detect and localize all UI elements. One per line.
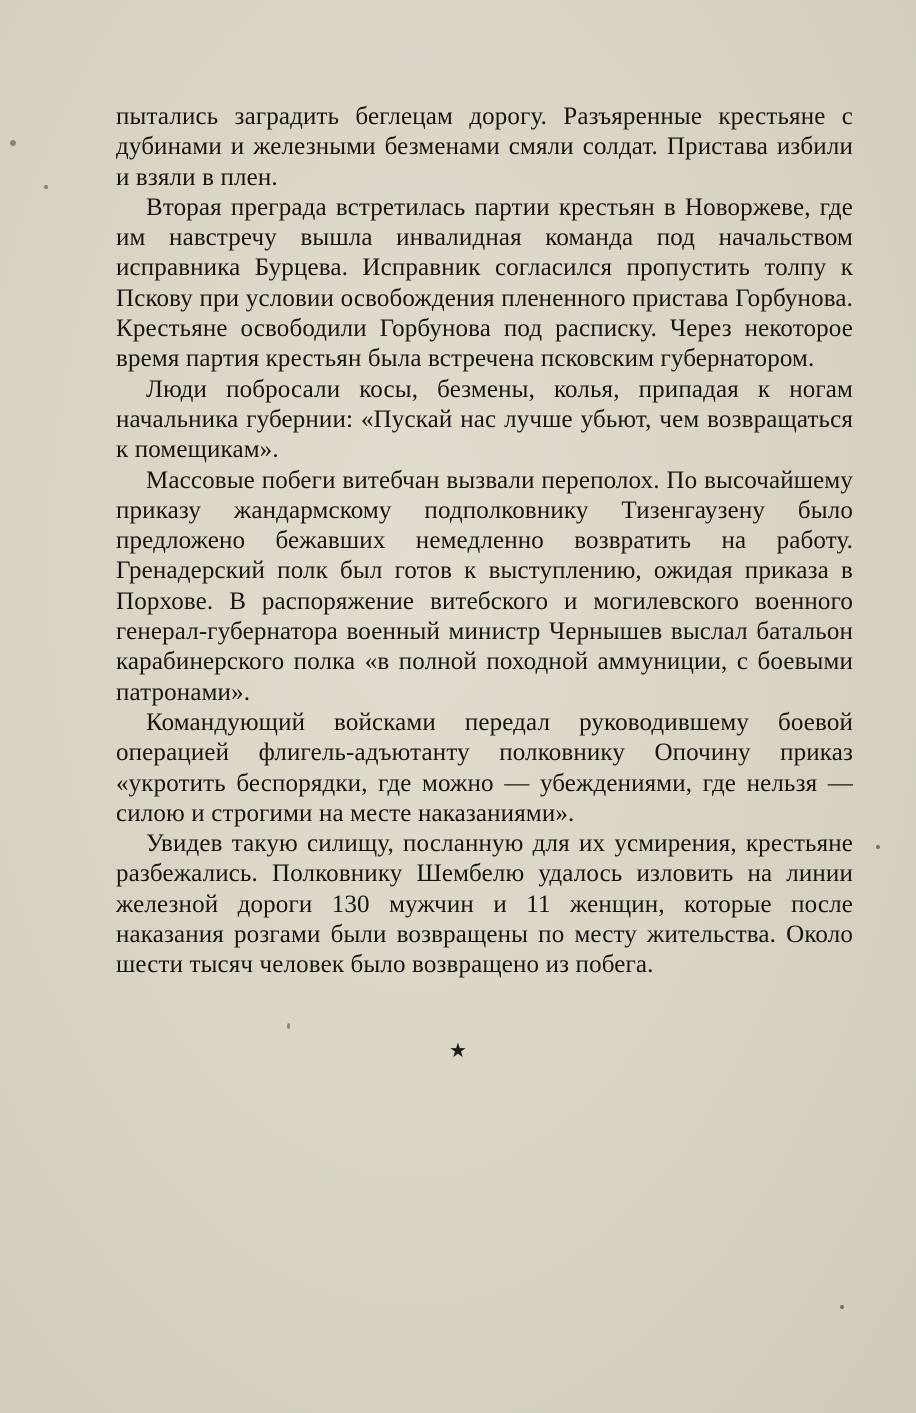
speck-right-1: [876, 845, 880, 849]
paragraph-1: пытались заградить беглецам дорогу. Разъяренные крестьяне с дубинами и железными безменами смяли солдат. Пристава избили и взяли в плен.: [116, 103, 853, 191]
speck-right-2: [840, 1305, 844, 1309]
paragraph-2: Вторая преграда встретилась партии крестьян в Новоржеве, где им навстречу вышла инвалидная команда под начальством исправника Бурцева. Исправник согласился пропустить толпу к Пскову при условии освобождения плененного пристава Горбунова. Крестьяне освободили Горбунова под расписку. Через некоторое время партия крестьян была встречена псковским губернатором.: [116, 193, 853, 373]
speck-mid: [287, 1023, 290, 1029]
paragraph-5: Командующий войсками передал руководившему боевой операцией флигель-адъютанту полковнику Опочину приказ «укротить беспорядки, где можно — убеждениями, где нельзя — силою и строгими на месте наказаниями».: [116, 708, 853, 827]
speck-left-1: [10, 140, 16, 146]
paragraph-6: Увидев такую силищу, посланную для их усмирения, крестьяне разбежались. Полковнику Шембелю удалось изловить на линии железной дороги 130 мужчин и 11 женщин, которые после наказания розгами были возвращены по месту жительства. Около шести тысяч человек было возвращено из побега.: [116, 830, 853, 979]
paragraph-3: Люди побросали косы, безмены, колья, припадая к ногам начальника губернии: «Пускай нас лучше убьют, чем возвращаться к помещикам».: [116, 375, 853, 464]
body-text: [116, 102, 853, 981]
speck-left-2: [44, 185, 48, 189]
paragraph-4: Массовые побеги витебчан вызвали переполох. По высочайшему приказу жандармскому подполковнику Тизенгаузену было предложено бежавших немедленно возвратить на работу. Гренадерский полк был готов к выступлению, ожидая приказа в Порхове. В распоряжение витебского и могилевского военного генерал-губернатора военный министр Чернышев выслал батальон карабинерского полка «в полной походной аммуниции, с боевыми патронами».: [116, 466, 853, 706]
section-break-star: ★: [449, 1038, 467, 1062]
